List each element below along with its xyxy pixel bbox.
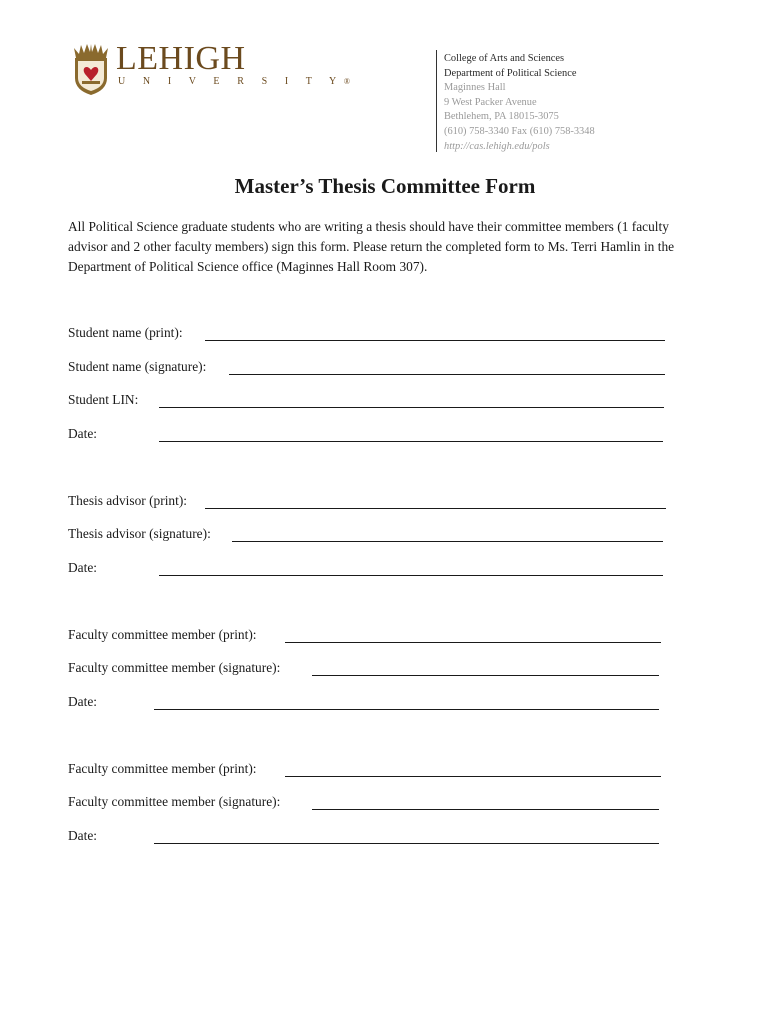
department-address	[444, 52, 595, 154]
address-department: Department of Political Science	[444, 67, 577, 79]
faculty1-signature-line[interactable]	[312, 675, 659, 676]
faculty2-signature-label: Faculty committee member (signature):	[68, 794, 281, 809]
faculty1-signature-label: Faculty committee member (signature):	[68, 660, 281, 675]
advisor-signature-label: Thesis advisor (signature):	[68, 526, 211, 541]
advisor-print-label: Thesis advisor (print):	[68, 493, 188, 508]
student-name-signature-line[interactable]	[229, 374, 665, 375]
student-date-line[interactable]	[159, 441, 663, 442]
logo-subtitle: U N I V E R S I T Y®	[118, 76, 350, 87]
form-title: Master’s Thesis Committee Form	[234, 174, 536, 198]
lehigh-logo	[72, 40, 350, 98]
faculty2-print-line[interactable]	[285, 776, 661, 777]
student-name-signature-label: Student name (signature):	[68, 359, 207, 374]
address-url: http://cas.lehigh.edu/pols	[444, 140, 550, 152]
student-lin-line[interactable]	[159, 407, 664, 408]
faculty1-date-label: Date:	[68, 694, 97, 709]
faculty1-date-line[interactable]	[154, 709, 659, 710]
student-name-print-label: Student name (print):	[68, 325, 183, 340]
address-street: 9 West Packer Avenue	[444, 96, 537, 108]
address-college: College of Arts and Sciences	[444, 53, 565, 64]
address-city: Bethlehem, PA 18015-3075	[444, 111, 559, 123]
faculty1-print-line[interactable]	[285, 642, 661, 643]
header-divider	[436, 50, 437, 152]
address-phone: (610) 758-3340 Fax (610) 758-3348	[444, 125, 595, 137]
logo-wordmark: LEHIGH	[116, 40, 246, 77]
advisor-print-line[interactable]	[205, 508, 666, 509]
form-instructions: All Political Science graduate students who are writing a thesis should have their committee members (1 faculty advisor and 2 other faculty members) sign this form. Please return the completed form to Ms. Terri Hamlin in the Department of Political Science office (Maginnes Hall Room 307).	[68, 219, 675, 274]
address-building: Maginnes Hall	[444, 82, 506, 94]
student-lin-label: Student LIN:	[68, 392, 139, 407]
faculty2-date-line[interactable]	[154, 843, 659, 844]
advisor-date-label: Date:	[68, 560, 97, 575]
advisor-date-line[interactable]	[159, 575, 663, 576]
faculty2-date-label: Date:	[68, 828, 97, 843]
faculty2-print-label: Faculty committee member (print):	[68, 761, 257, 776]
faculty2-signature-line[interactable]	[312, 809, 659, 810]
lehigh-shield-icon	[72, 44, 110, 96]
student-date-label: Date:	[68, 426, 97, 441]
faculty1-print-label: Faculty committee member (print):	[68, 627, 257, 642]
advisor-signature-line[interactable]	[232, 541, 663, 542]
student-name-print-line[interactable]	[205, 340, 665, 341]
